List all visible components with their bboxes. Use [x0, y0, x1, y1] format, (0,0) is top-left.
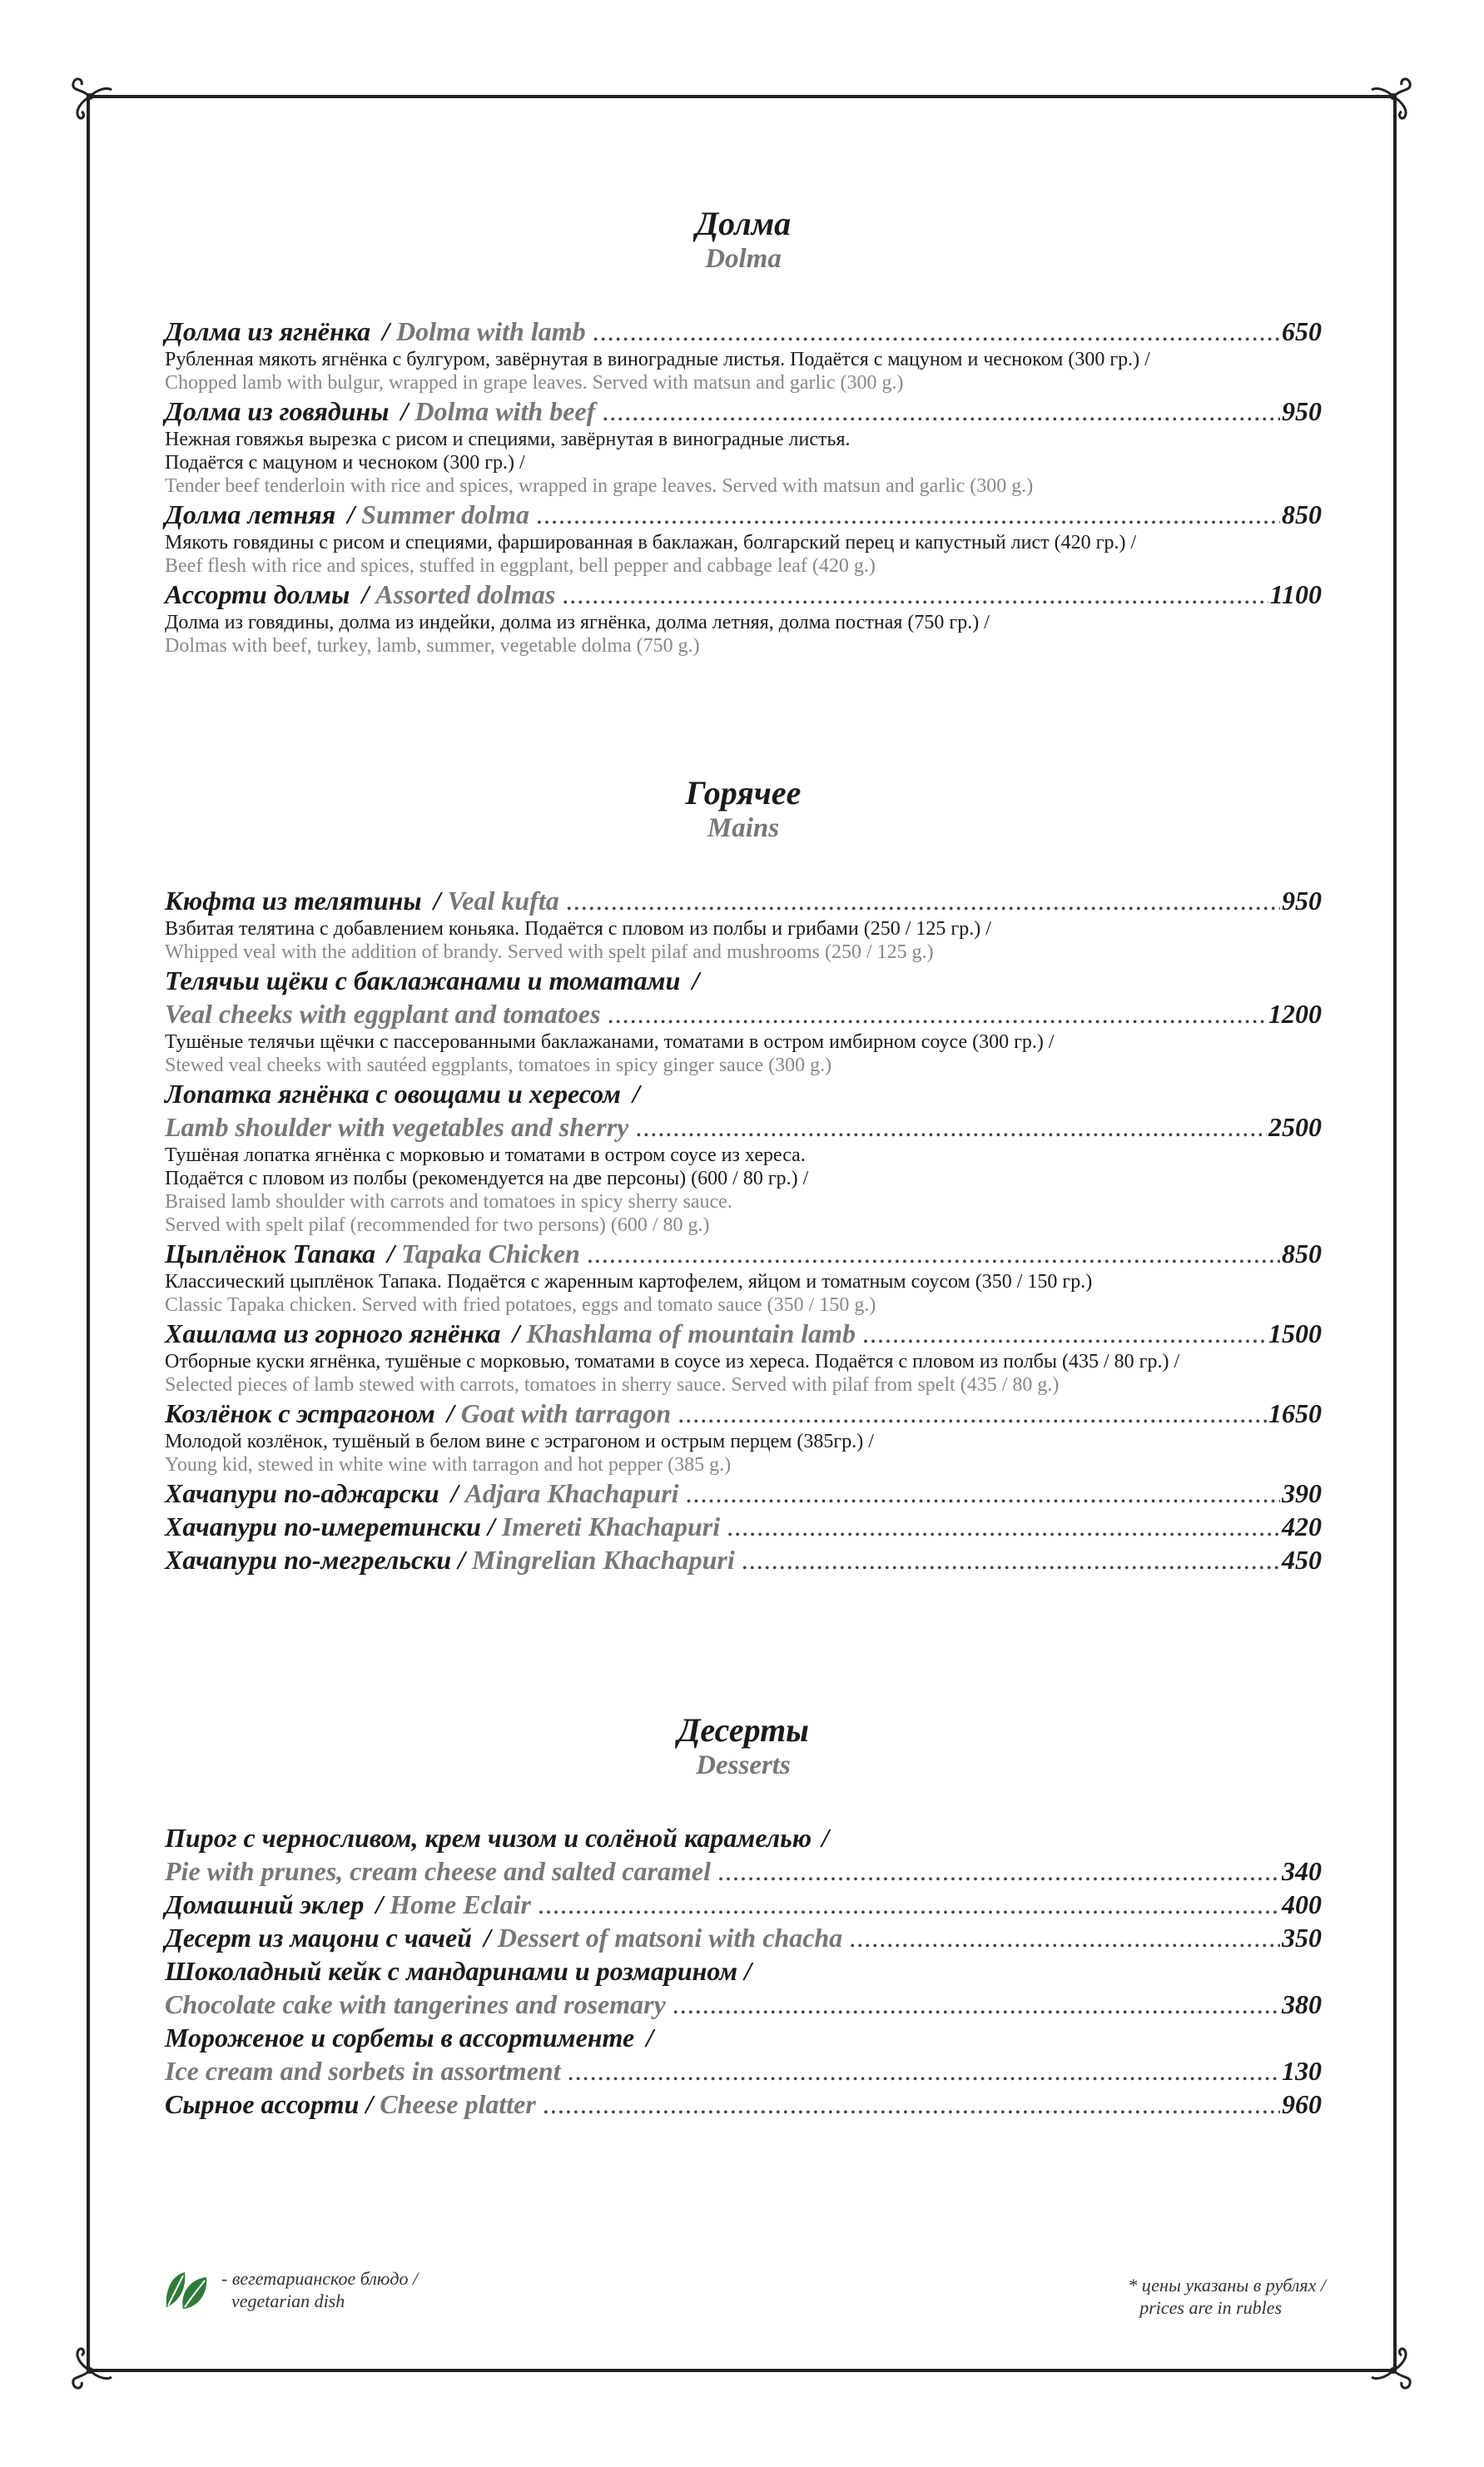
- item-separator: /: [365, 2089, 374, 2119]
- item-name-ru: Ассорти долмы: [165, 579, 350, 609]
- item-name-ru: Сырное ассорти: [165, 2089, 360, 2119]
- leaf-icon: [163, 2267, 210, 2311]
- section-mains: [165, 774, 1322, 1576]
- item-price: 420: [1282, 1511, 1322, 1541]
- dot-leader: [566, 884, 1280, 917]
- item-line: [165, 315, 1322, 348]
- vegetarian-note-en: vegetarian dish: [231, 2291, 345, 2311]
- menu-item: [165, 2087, 1322, 2121]
- item-price: 850: [1282, 499, 1322, 529]
- item-description-ru: Долма из говядины, долма из индейки, долма из ягнёнка, долма летняя, долма постная (750 гр.) /: [165, 612, 990, 633]
- dot-leader: [536, 498, 1280, 531]
- item-line: [165, 2087, 1322, 2121]
- item-name-en: Khashlama of mountain lamb: [526, 1318, 856, 1348]
- dot-leader: [608, 997, 1267, 1030]
- menu-item: [165, 1510, 1322, 1543]
- dot-leader: [593, 315, 1280, 348]
- item-separator: /: [646, 2023, 654, 2053]
- dot-leader: [602, 395, 1280, 428]
- item-price: 390: [1282, 1478, 1322, 1508]
- item-description-en: Young kid, stewed in white wine with tarragon and hot pepper (385 g.): [165, 1454, 732, 1476]
- menu-item: [165, 1317, 1322, 1397]
- item-line: [165, 395, 1322, 428]
- item-separator: /: [361, 579, 370, 609]
- price-note-en: prices are in rubles: [1139, 2297, 1283, 2318]
- item-name-ru: Хачапури по-аджарски: [165, 1478, 439, 1508]
- item-name-ru: Долма летняя: [165, 499, 336, 529]
- dot-leader: [862, 1317, 1267, 1350]
- item-separator: /: [400, 396, 409, 426]
- item-description-ru: Классический цыплёнок Тапака. Подаётся с жаренным картофелем, яйцом и томатным соусом (350 / 150 гр.): [165, 1271, 1093, 1293]
- dot-leader: [717, 1854, 1280, 1888]
- item-name-ru: Цыплёнок Тапака: [165, 1238, 376, 1268]
- item-price: 650: [1282, 316, 1322, 346]
- item-description-ru: Рубленная мякоть ягнёнка с булгуром, завёрнутая в виноградные листья. Подаётся с мацуном и чесноком (300 гр.) /: [165, 349, 1150, 370]
- item-description-ru: Тушёные телячьи щёчки с пассерованными баклажанами, томатами в остром имбирном соусе (300 гр.) /: [165, 1031, 1055, 1053]
- item-line: [165, 1821, 1322, 1854]
- menu-item: [165, 395, 1322, 498]
- item-name-en: Home Eclair: [390, 1889, 531, 1919]
- menu-item: [165, 2021, 1322, 2087]
- item-line: [165, 1543, 1322, 1576]
- item-price: 850: [1282, 1238, 1322, 1268]
- item-description-en: Whipped veal with the addition of brandy. Served with spelt pilaf and mushrooms (250 / 125 g.): [165, 941, 934, 963]
- item-description-ru: Молодой козлёнок, тушёный в белом вине с эстрагоном и острым перцем (385гр.) /: [165, 1431, 874, 1452]
- item-name-en: Ice cream and sorbets in assortment: [165, 2056, 561, 2086]
- item-description-en: Tender beef tenderloin with rice and spices, wrapped in grape leaves. Served with matsun and garlic (300 g.): [165, 475, 1034, 497]
- menu-item: [165, 315, 1322, 395]
- menu-item: [165, 1888, 1322, 1921]
- dot-leader: [587, 1237, 1280, 1270]
- item-price: 380: [1282, 1989, 1322, 2019]
- section-title: Десерты: [677, 1711, 809, 1749]
- item-line: [165, 884, 1322, 917]
- item-name-en: Veal cheeks with eggplant and tomatoes: [165, 999, 601, 1029]
- item-separator: /: [744, 1956, 752, 1986]
- item-description-en: Served with spelt pilaf (recommended for two persons) (600 / 80 g.): [165, 1214, 710, 1236]
- item-separator: /: [433, 886, 441, 916]
- item-name-en: Pie with prunes, cream cheese and salted caramel: [165, 1856, 711, 1886]
- section-subtitle: Desserts: [696, 1750, 791, 1780]
- item-name-en: Dessert of matsoni with chacha: [497, 1923, 843, 1953]
- menu-item: [165, 1077, 1322, 1237]
- menu-item: [165, 1397, 1322, 1477]
- price-note: [1128, 2274, 1326, 2319]
- item-description-en: Selected pieces of lamb stewed with carrots, tomatoes in sherry sauce. Served with pilaf from spelt (435 / 80 g.): [165, 1374, 1060, 1396]
- item-price: 950: [1282, 886, 1322, 916]
- item-name-en: Lamb shoulder with vegetables and sherry: [165, 1112, 629, 1142]
- item-price: 1650: [1268, 1398, 1322, 1428]
- item-line: [165, 1988, 1322, 2021]
- dot-leader: [849, 1921, 1280, 1954]
- dot-leader: [677, 1397, 1267, 1430]
- item-line: [165, 1921, 1322, 1954]
- corner-ornament-icon: [67, 73, 117, 123]
- item-separator: /: [387, 1238, 395, 1268]
- item-description-ru: Подаётся с мацуном и чесноком (300 гр.) /: [165, 452, 525, 474]
- item-price: 960: [1282, 2089, 1322, 2119]
- item-name-en: Dolma with beef: [414, 396, 596, 426]
- item-name-en: Goat with tarragon: [460, 1398, 672, 1428]
- item-price: 1200: [1268, 999, 1322, 1029]
- menu-item: [165, 964, 1322, 1077]
- item-separator: /: [487, 1511, 495, 1541]
- item-separator: /: [512, 1318, 520, 1348]
- item-line: [165, 1854, 1322, 1888]
- section-subtitle: Dolma: [705, 244, 782, 274]
- item-name-en: Chocolate cake with tangerines and rosemary: [165, 1989, 666, 2019]
- item-line: [165, 964, 1322, 997]
- item-description-ru: Подаётся с пловом из полбы (рекомендуется на две персоны) (600 / 80 гр.) /: [165, 1168, 809, 1189]
- item-description-en: Chopped lamb with bulgur, wrapped in grape leaves. Served with matsun and garlic (300 g.): [165, 372, 904, 394]
- section-dolma: [165, 205, 1322, 658]
- item-name-en: Summer dolma: [361, 499, 529, 529]
- item-line: [165, 578, 1322, 611]
- item-name-en: Tapaka Chicken: [401, 1238, 580, 1268]
- item-description-en: Beef flesh with rice and spices, stuffed in eggplant, bell pepper and cabbage leaf (420 g.): [165, 555, 876, 577]
- corner-ornament-icon: [1367, 73, 1417, 123]
- item-name-en: Adjara Khachapuri: [464, 1478, 679, 1508]
- item-price: 130: [1282, 2056, 1322, 2086]
- item-line: [165, 1110, 1322, 1144]
- item-line: [165, 1237, 1322, 1270]
- item-separator: /: [632, 1079, 640, 1109]
- item-description-ru: Мякоть говядины с рисом и специями, фаршированная в баклажан, болгарский перец и капустный лист (420 гр.) /: [165, 532, 1137, 553]
- item-separator: /: [692, 965, 700, 995]
- item-separator: /: [382, 316, 390, 346]
- item-name-ru: Хашлама из горного ягнёнка: [165, 1318, 501, 1348]
- item-price: 2500: [1268, 1112, 1322, 1142]
- item-name-ru: Мороженое и сорбеты в ассортименте: [165, 2023, 635, 2053]
- item-description-en: Classic Tapaka chicken. Served with fried potatoes, eggs and tomato sauce (350 / 150 g.): [165, 1294, 876, 1316]
- item-line: [165, 1397, 1322, 1430]
- item-description-ru: Тушёная лопатка ягнёнка с морковью и томатами в остром соусе из хереса.: [165, 1144, 806, 1166]
- item-name-ru: Шоколадный кейк с мандаринами и розмарином: [165, 1956, 738, 1986]
- section-title: Горячее: [685, 774, 802, 812]
- dot-leader: [727, 1510, 1280, 1543]
- item-name-ru: Долма из ягнёнка: [165, 316, 371, 346]
- item-name-ru: Козлёнок с эстрагоном: [165, 1398, 435, 1428]
- menu-item: [165, 1921, 1322, 1954]
- item-line: [165, 1077, 1322, 1110]
- menu-item: [165, 498, 1322, 578]
- item-line: [165, 1510, 1322, 1543]
- item-price: 1500: [1268, 1318, 1322, 1348]
- menu-item: [165, 578, 1322, 658]
- section-desserts: [165, 1711, 1322, 2121]
- item-line: [165, 2054, 1322, 2087]
- section-subtitle: Mains: [707, 813, 780, 843]
- corner-ornament-icon: [1367, 2344, 1417, 2394]
- menu-item: [165, 1237, 1322, 1317]
- item-separator: /: [450, 1478, 459, 1508]
- item-description-ru: Нежная говяжья вырезка с рисом и специями, завёрнутая в виноградные листья.: [165, 429, 851, 450]
- item-line: [165, 997, 1322, 1030]
- item-name-ru: Долма из говядины: [165, 396, 390, 426]
- item-price: 1100: [1269, 579, 1322, 609]
- item-description-en: Dolmas with beef, turkey, lamb, summer, vegetable dolma (750 g.): [165, 635, 700, 657]
- item-name-en: Mingrelian Khachapuri: [472, 1545, 735, 1575]
- item-name-ru: Хачапури по-имеретински: [165, 1511, 481, 1541]
- dot-leader: [562, 578, 1268, 611]
- item-separator: /: [446, 1398, 454, 1428]
- item-price: 950: [1282, 396, 1322, 426]
- item-name-ru: Домашний эклер: [165, 1889, 365, 1919]
- item-name-en: Assorted dolmas: [375, 579, 556, 609]
- item-name-en: Imereti Khachapuri: [501, 1511, 721, 1541]
- item-price: 350: [1282, 1923, 1322, 1953]
- item-description-en: Braised lamb shoulder with carrots and tomatoes in spicy sherry sauce.: [165, 1191, 732, 1213]
- item-separator: /: [458, 1545, 466, 1575]
- dot-leader: [673, 1988, 1280, 2021]
- item-line: [165, 1888, 1322, 1921]
- menu-item: [165, 1821, 1322, 1888]
- item-description-ru: Взбитая телятина с добавлением коньяка. Подаётся с пловом из полбы и грибами (250 / 125 гр.) /: [165, 918, 991, 940]
- item-name-ru: Телячьи щёки с баклажанами и томатами: [165, 965, 681, 995]
- item-line: [165, 498, 1322, 531]
- item-separator: /: [375, 1889, 384, 1919]
- item-name-ru: Пирог с черносливом, крем чизом и солёной карамелью: [165, 1823, 812, 1853]
- item-description-en: Stewed veal cheeks with sautéed eggplants, tomatoes in spicy ginger sauce (300 g.): [165, 1055, 832, 1076]
- item-line: [165, 1954, 1322, 1988]
- item-name-ru: Лопатка ягнёнка с овощами и хересом: [165, 1079, 621, 1109]
- dot-leader: [635, 1110, 1267, 1144]
- item-description-ru: Отборные куски ягнёнка, тушёные с морковью, томатами в соусе из хереса. Подаётся с пловом из полбы (435 / 80 гр.) /: [165, 1351, 1180, 1372]
- vegetarian-legend: [163, 2267, 418, 2312]
- menu-item: [165, 1477, 1322, 1510]
- vegetarian-note-ru: - вегетарианское блюдо /: [221, 2268, 419, 2289]
- item-line: [165, 1477, 1322, 1510]
- dot-leader: [742, 1543, 1280, 1576]
- menu-item: [165, 1954, 1322, 2021]
- item-price: 400: [1282, 1889, 1322, 1919]
- price-note-ru: * цены указаны в рублях /: [1128, 2275, 1326, 2296]
- item-name-ru: Кюфта из телятины: [165, 886, 422, 916]
- item-line: [165, 1317, 1322, 1350]
- item-name-ru: Десерт из мацони с чачей: [165, 1923, 473, 1953]
- item-name-ru: Хачапури по-мегрельски: [165, 1545, 452, 1575]
- dot-leader: [543, 2087, 1280, 2121]
- item-name-en: Dolma with lamb: [396, 316, 586, 346]
- dot-leader: [538, 1888, 1280, 1921]
- dot-leader: [568, 2054, 1280, 2087]
- item-separator: /: [484, 1923, 491, 1953]
- menu-item: [165, 1543, 1322, 1576]
- item-name-en: Cheese platter: [380, 2089, 536, 2119]
- item-separator: /: [821, 1823, 830, 1853]
- corner-ornament-icon: [67, 2344, 117, 2394]
- item-separator: /: [347, 499, 355, 529]
- menu-item: [165, 884, 1322, 964]
- item-price: 450: [1282, 1545, 1322, 1575]
- section-title: Долма: [695, 205, 792, 242]
- item-line: [165, 2021, 1322, 2054]
- item-name-en: Veal kufta: [447, 886, 559, 916]
- dot-leader: [686, 1477, 1280, 1510]
- item-price: 340: [1282, 1856, 1322, 1886]
